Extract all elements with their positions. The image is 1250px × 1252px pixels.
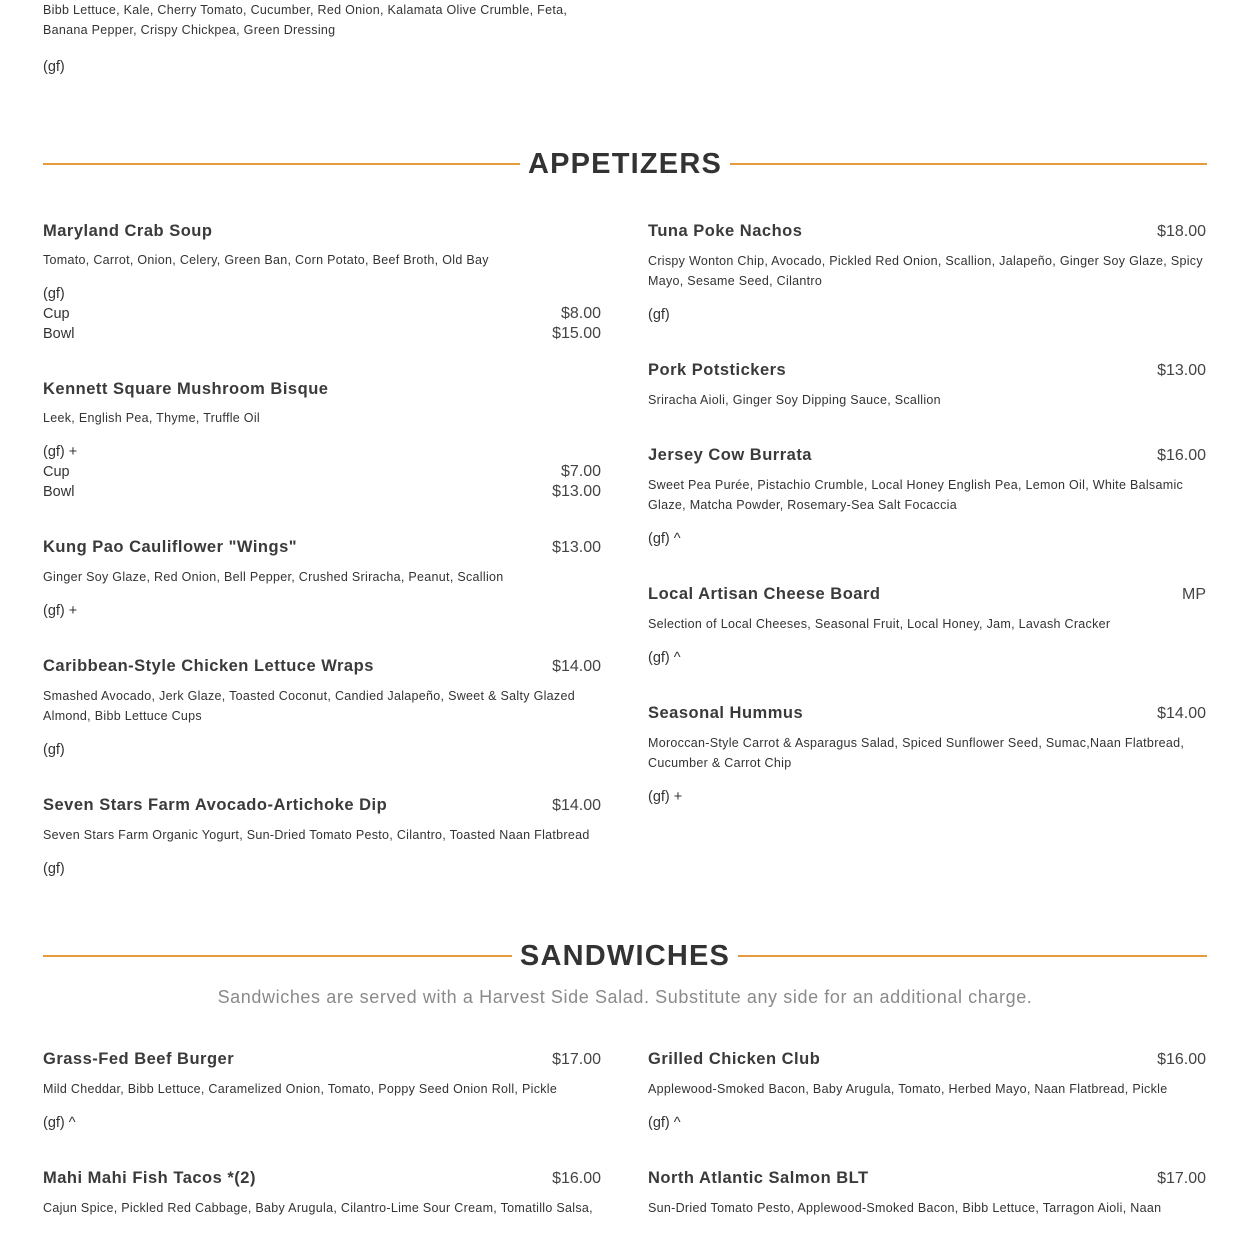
item-header [43, 220, 601, 242]
item-size-options [43, 304, 601, 344]
menu-item [43, 220, 601, 344]
item-price: $16.00 [1157, 1051, 1206, 1068]
item-name: Jersey Cow Burrata [648, 446, 812, 464]
item-name: Grass-Fed Beef Burger [43, 1050, 235, 1068]
item-name: Local Artisan Cheese Board [648, 585, 881, 603]
item-header [648, 1048, 1206, 1071]
item-header [648, 583, 1206, 606]
size-label: Cup [43, 464, 70, 480]
menu-item [648, 1048, 1206, 1133]
item-price: $13.00 [552, 539, 601, 556]
item-name: Seven Stars Farm Avocado-Artichoke Dip [43, 796, 388, 814]
item-dietary-tags: (gf) ^ [648, 531, 681, 547]
item-header [43, 655, 601, 678]
item-dietary-tags: (gf) + [648, 789, 683, 805]
menu-item [648, 583, 1206, 668]
item-price: MP [1182, 586, 1206, 603]
item-header [43, 794, 601, 817]
item-description: Sriracha Aioli, Ginger Soy Dipping Sauce, Scallion [648, 393, 941, 407]
size-option-row [43, 304, 601, 324]
salad-item-continued [43, 0, 603, 77]
item-dietary-tags: (gf) [43, 286, 65, 302]
sandwiches-left-column [43, 1048, 601, 1252]
heading-rule-right [730, 163, 1207, 165]
item-dietary-tags: (gf) + [43, 603, 78, 619]
item-dietary-tags: (gf) [43, 861, 65, 877]
item-name: North Atlantic Salmon BLT [648, 1169, 869, 1187]
sandwiches-right-column [648, 1048, 1206, 1252]
appetizers-left-column [43, 220, 601, 913]
item-dietary-tags: (gf) + [43, 444, 78, 460]
item-description: Applewood-Smoked Bacon, Baby Arugula, Tomato, Herbed Mayo, Naan Flatbread, Pickle [648, 1082, 1168, 1096]
menu-item [43, 1048, 601, 1133]
item-description: Mild Cheddar, Bibb Lettuce, Caramelized Onion, Tomato, Poppy Seed Onion Roll, Pickle [43, 1082, 558, 1096]
size-price: $13.00 [552, 483, 601, 500]
item-description: Crispy Wonton Chip, Avocado, Pickled Red Onion, Scallion, Jalapeño, Ginger Soy Glaze, Spicy Mayo, Sesame Seed, Cilantro [648, 254, 1203, 288]
menu-item [648, 359, 1206, 410]
size-label: Cup [43, 306, 70, 322]
item-price: $17.00 [1157, 1170, 1206, 1187]
item-dietary-tags: (gf) ^ [648, 1115, 681, 1131]
heading-rule-left [43, 955, 512, 957]
item-name: Maryland Crab Soup [43, 222, 213, 240]
item-header [648, 444, 1206, 467]
item-header [43, 1048, 601, 1071]
item-dietary-tags: (gf) [43, 59, 65, 75]
heading-rule-left [43, 163, 520, 165]
item-size-options [43, 462, 601, 502]
item-description: Cajun Spice, Pickled Red Cabbage, Baby Arugula, Cilantro-Lime Sour Cream, Tomatillo Salsa, [43, 1201, 593, 1215]
appetizers-title: APPETIZERS [527, 148, 723, 180]
item-header [43, 378, 601, 400]
sandwiches-note: Sandwiches are served with a Harvest Side Salad. Substitute any side for an additional charge. [217, 987, 1033, 1007]
item-description: Seven Stars Farm Organic Yogurt, Sun-Dried Tomato Pesto, Cilantro, Toasted Naan Flatbread [43, 828, 590, 842]
menu-item [43, 655, 601, 760]
item-name: Pork Potstickers [648, 361, 787, 379]
item-price: $16.00 [1157, 447, 1206, 464]
item-header [43, 1167, 601, 1190]
item-description: Moroccan-Style Carrot & Asparagus Salad, Spiced Sunflower Seed, Sumac,Naan Flatbread, Cucumber & Carrot Chip [648, 736, 1185, 770]
menu-item [648, 1167, 1206, 1218]
item-dietary-tags: (gf) [648, 307, 670, 323]
item-name: Seasonal Hummus [648, 704, 804, 722]
item-name: Tuna Poke Nachos [648, 222, 803, 240]
item-name: Kung Pao Cauliflower "Wings" [43, 538, 298, 556]
item-price: $18.00 [1157, 223, 1206, 240]
sandwiches-title: SANDWICHES [519, 940, 731, 972]
menu-item [43, 1167, 601, 1218]
item-price: $14.00 [552, 658, 601, 675]
item-description: Selection of Local Cheeses, Seasonal Fruit, Local Honey, Jam, Lavash Cracker [648, 617, 1111, 631]
item-name: Mahi Mahi Fish Tacos *(2) [43, 1169, 256, 1187]
heading-rule-right [738, 955, 1207, 957]
item-header [648, 220, 1206, 243]
appetizers-heading [43, 146, 1207, 182]
item-name: Kennett Square Mushroom Bisque [43, 380, 329, 398]
item-description: Sweet Pea Purée, Pistachio Crumble, Local Honey English Pea, Lemon Oil, White Balsamic Glaze, Matcha Powder, Rosemary-Sea Salt Focaccia [648, 478, 1184, 512]
item-name: Caribbean-Style Chicken Lettuce Wraps [43, 657, 374, 675]
item-header [43, 536, 601, 559]
item-price: $13.00 [1157, 362, 1206, 379]
item-description: Bibb Lettuce, Kale, Cherry Tomato, Cucumber, Red Onion, Kalamata Olive Crumble, Feta, Banana Pepper, Crispy Chickpea, Green Dressing [43, 3, 568, 37]
item-dietary-tags: (gf) ^ [648, 650, 681, 666]
menu-item [648, 444, 1206, 549]
item-description: Ginger Soy Glaze, Red Onion, Bell Pepper, Crushed Sriracha, Peanut, Scallion [43, 570, 504, 584]
item-price: $14.00 [552, 797, 601, 814]
item-description: Sun-Dried Tomato Pesto, Applewood-Smoked Bacon, Bibb Lettuce, Tarragon Aioli, Naan [648, 1201, 1162, 1215]
item-description: Tomato, Carrot, Onion, Celery, Green Ban, Corn Potato, Beef Broth, Old Bay [43, 253, 489, 267]
size-label: Bowl [43, 484, 75, 500]
menu-item [43, 536, 601, 621]
menu-item [43, 794, 601, 879]
menu-item [648, 702, 1206, 807]
item-name: Grilled Chicken Club [648, 1050, 821, 1068]
sandwiches-heading [43, 938, 1207, 974]
appetizers-right-column [648, 220, 1206, 841]
size-option-row [43, 324, 601, 344]
item-price: $14.00 [1157, 705, 1206, 722]
item-header [648, 702, 1206, 725]
item-header [648, 1167, 1206, 1190]
item-dietary-tags: (gf) ^ [43, 1115, 76, 1131]
size-price: $7.00 [560, 463, 601, 480]
item-description: Leek, English Pea, Thyme, Truffle Oil [43, 411, 260, 425]
size-price: $15.00 [552, 325, 601, 342]
menu-item [648, 220, 1206, 325]
item-price: $16.00 [552, 1170, 601, 1187]
item-price: $17.00 [552, 1051, 601, 1068]
menu-item [43, 378, 601, 502]
size-option-row [43, 482, 601, 502]
item-dietary-tags: (gf) [43, 742, 65, 758]
size-label: Bowl [43, 326, 75, 342]
size-price: $8.00 [560, 305, 601, 322]
item-description: Smashed Avocado, Jerk Glaze, Toasted Coconut, Candied Jalapeño, Sweet & Salty Glazed Almond, Bibb Lettuce Cups [43, 689, 575, 723]
size-option-row [43, 462, 601, 482]
item-header [648, 359, 1206, 382]
